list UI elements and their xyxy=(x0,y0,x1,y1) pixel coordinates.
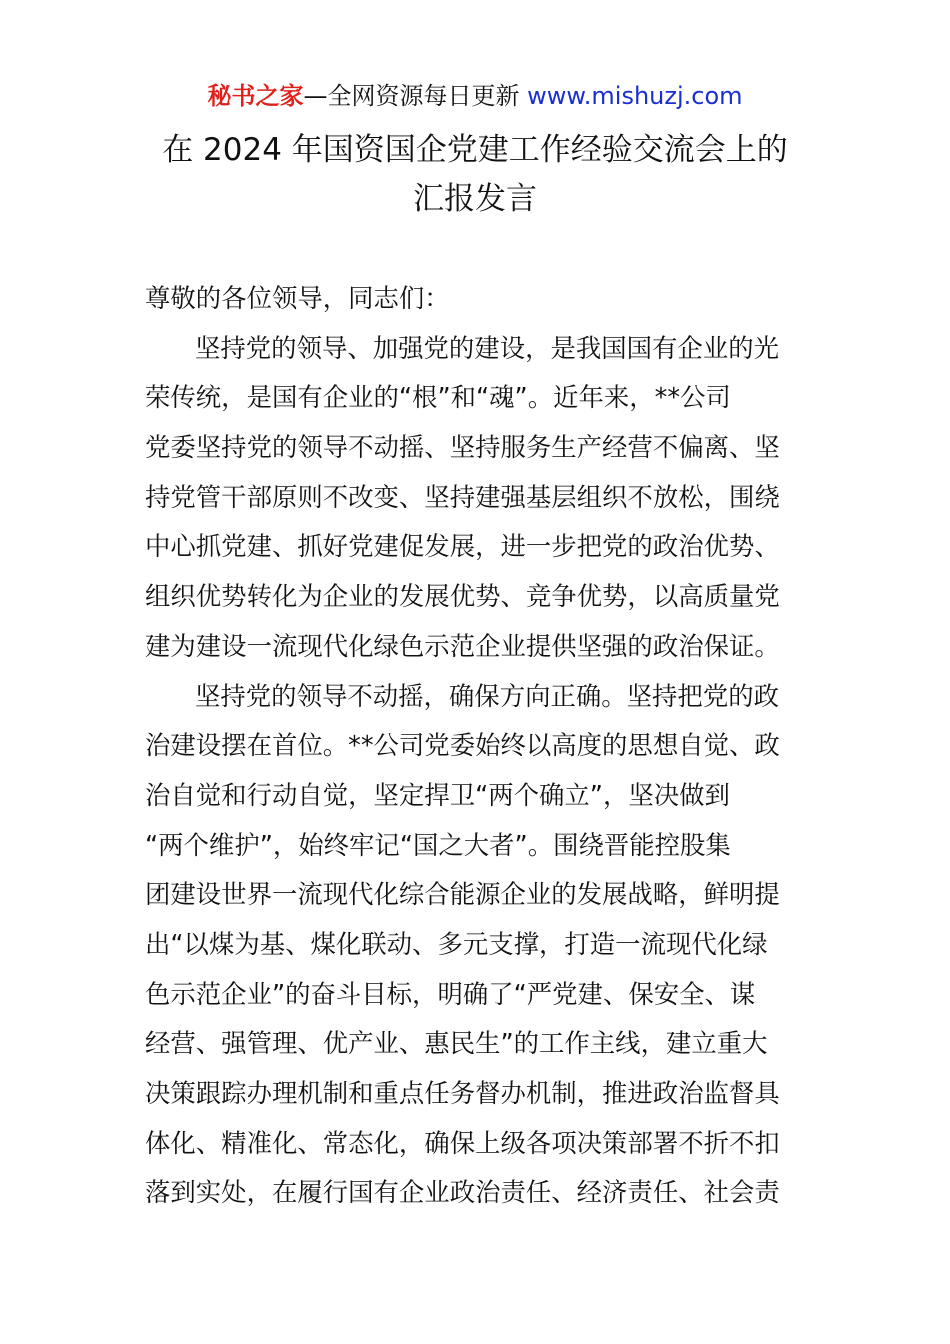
brand-name: 秘书之家 xyxy=(207,82,304,110)
body-line: 决策跟踪办理机制和重点任务督办机制，推进政治监督具 xyxy=(145,1078,780,1108)
site-header xyxy=(0,80,950,112)
body-line: 持党管干部原则不改变、坚持建强基层组织不放松，围绕 xyxy=(145,481,780,512)
body-line: 中心抓党建、抓好党建促发展，进一步把党的政治优势、 xyxy=(145,531,780,562)
body-line: 出“以煤为基、煤化联动、多元支撑，打造一流现代化绿 xyxy=(145,928,768,959)
title-line-2: 汇报发言 xyxy=(413,181,537,217)
body-line: 治自觉和行动自觉，坚定捍卫“两个确立”，坚决做到 xyxy=(145,779,730,810)
body-line: 组织优势转化为企业的发展优势、竞争优势，以高质量党 xyxy=(145,581,780,612)
body-line: 落到实处，在履行国有企业政治责任、经济责任、社会责 xyxy=(145,1177,780,1208)
body-line: 团建设世界一流现代化综合能源企业的发展战略，鲜明提 xyxy=(145,879,780,910)
body-line: 色示范企业”的奋斗目标，明确了“严党建、保安全、谋 xyxy=(145,978,756,1009)
salutation: 尊敬的各位领导，同志们： xyxy=(145,283,450,313)
header-tagline: —全网资源每日更新 xyxy=(303,82,528,110)
body-line: 党委坚持党的领导不动摇、坚持服务生产经营不偏离、坚 xyxy=(145,432,780,463)
site-url-link[interactable]: www.mishuzj.com xyxy=(527,82,743,110)
body-line: “两个维护”，始终牢记“国之大者”。围绕晋能控股集 xyxy=(145,829,731,860)
title-line-1: 在 2024 年国资国企党建工作经验交流会上的 xyxy=(162,132,788,168)
document-title xyxy=(0,126,950,224)
body-line: 治建设摆在首位。**公司党委始终以高度的思想自觉、政 xyxy=(145,730,780,761)
body-line: 荣传统，是国有企业的“根”和“魂”。近年来，**公司 xyxy=(145,382,731,413)
body-line: 经营、强管理、优产业、惠民生”的工作主线，建立重大 xyxy=(145,1028,768,1059)
body-line: 体化、精准化、常态化，确保上级各项决策部署不折不扣 xyxy=(145,1127,780,1158)
document-body xyxy=(145,274,807,1218)
body-line: 坚持党的领导、加强党的建设，是我国国有企业的光 xyxy=(195,332,779,363)
body-line: 坚持党的领导不动摇，确保方向正确。坚持把党的政 xyxy=(195,680,779,711)
body-line: 建为建设一流现代化绿色示范企业提供坚强的政治保证。 xyxy=(145,630,780,661)
